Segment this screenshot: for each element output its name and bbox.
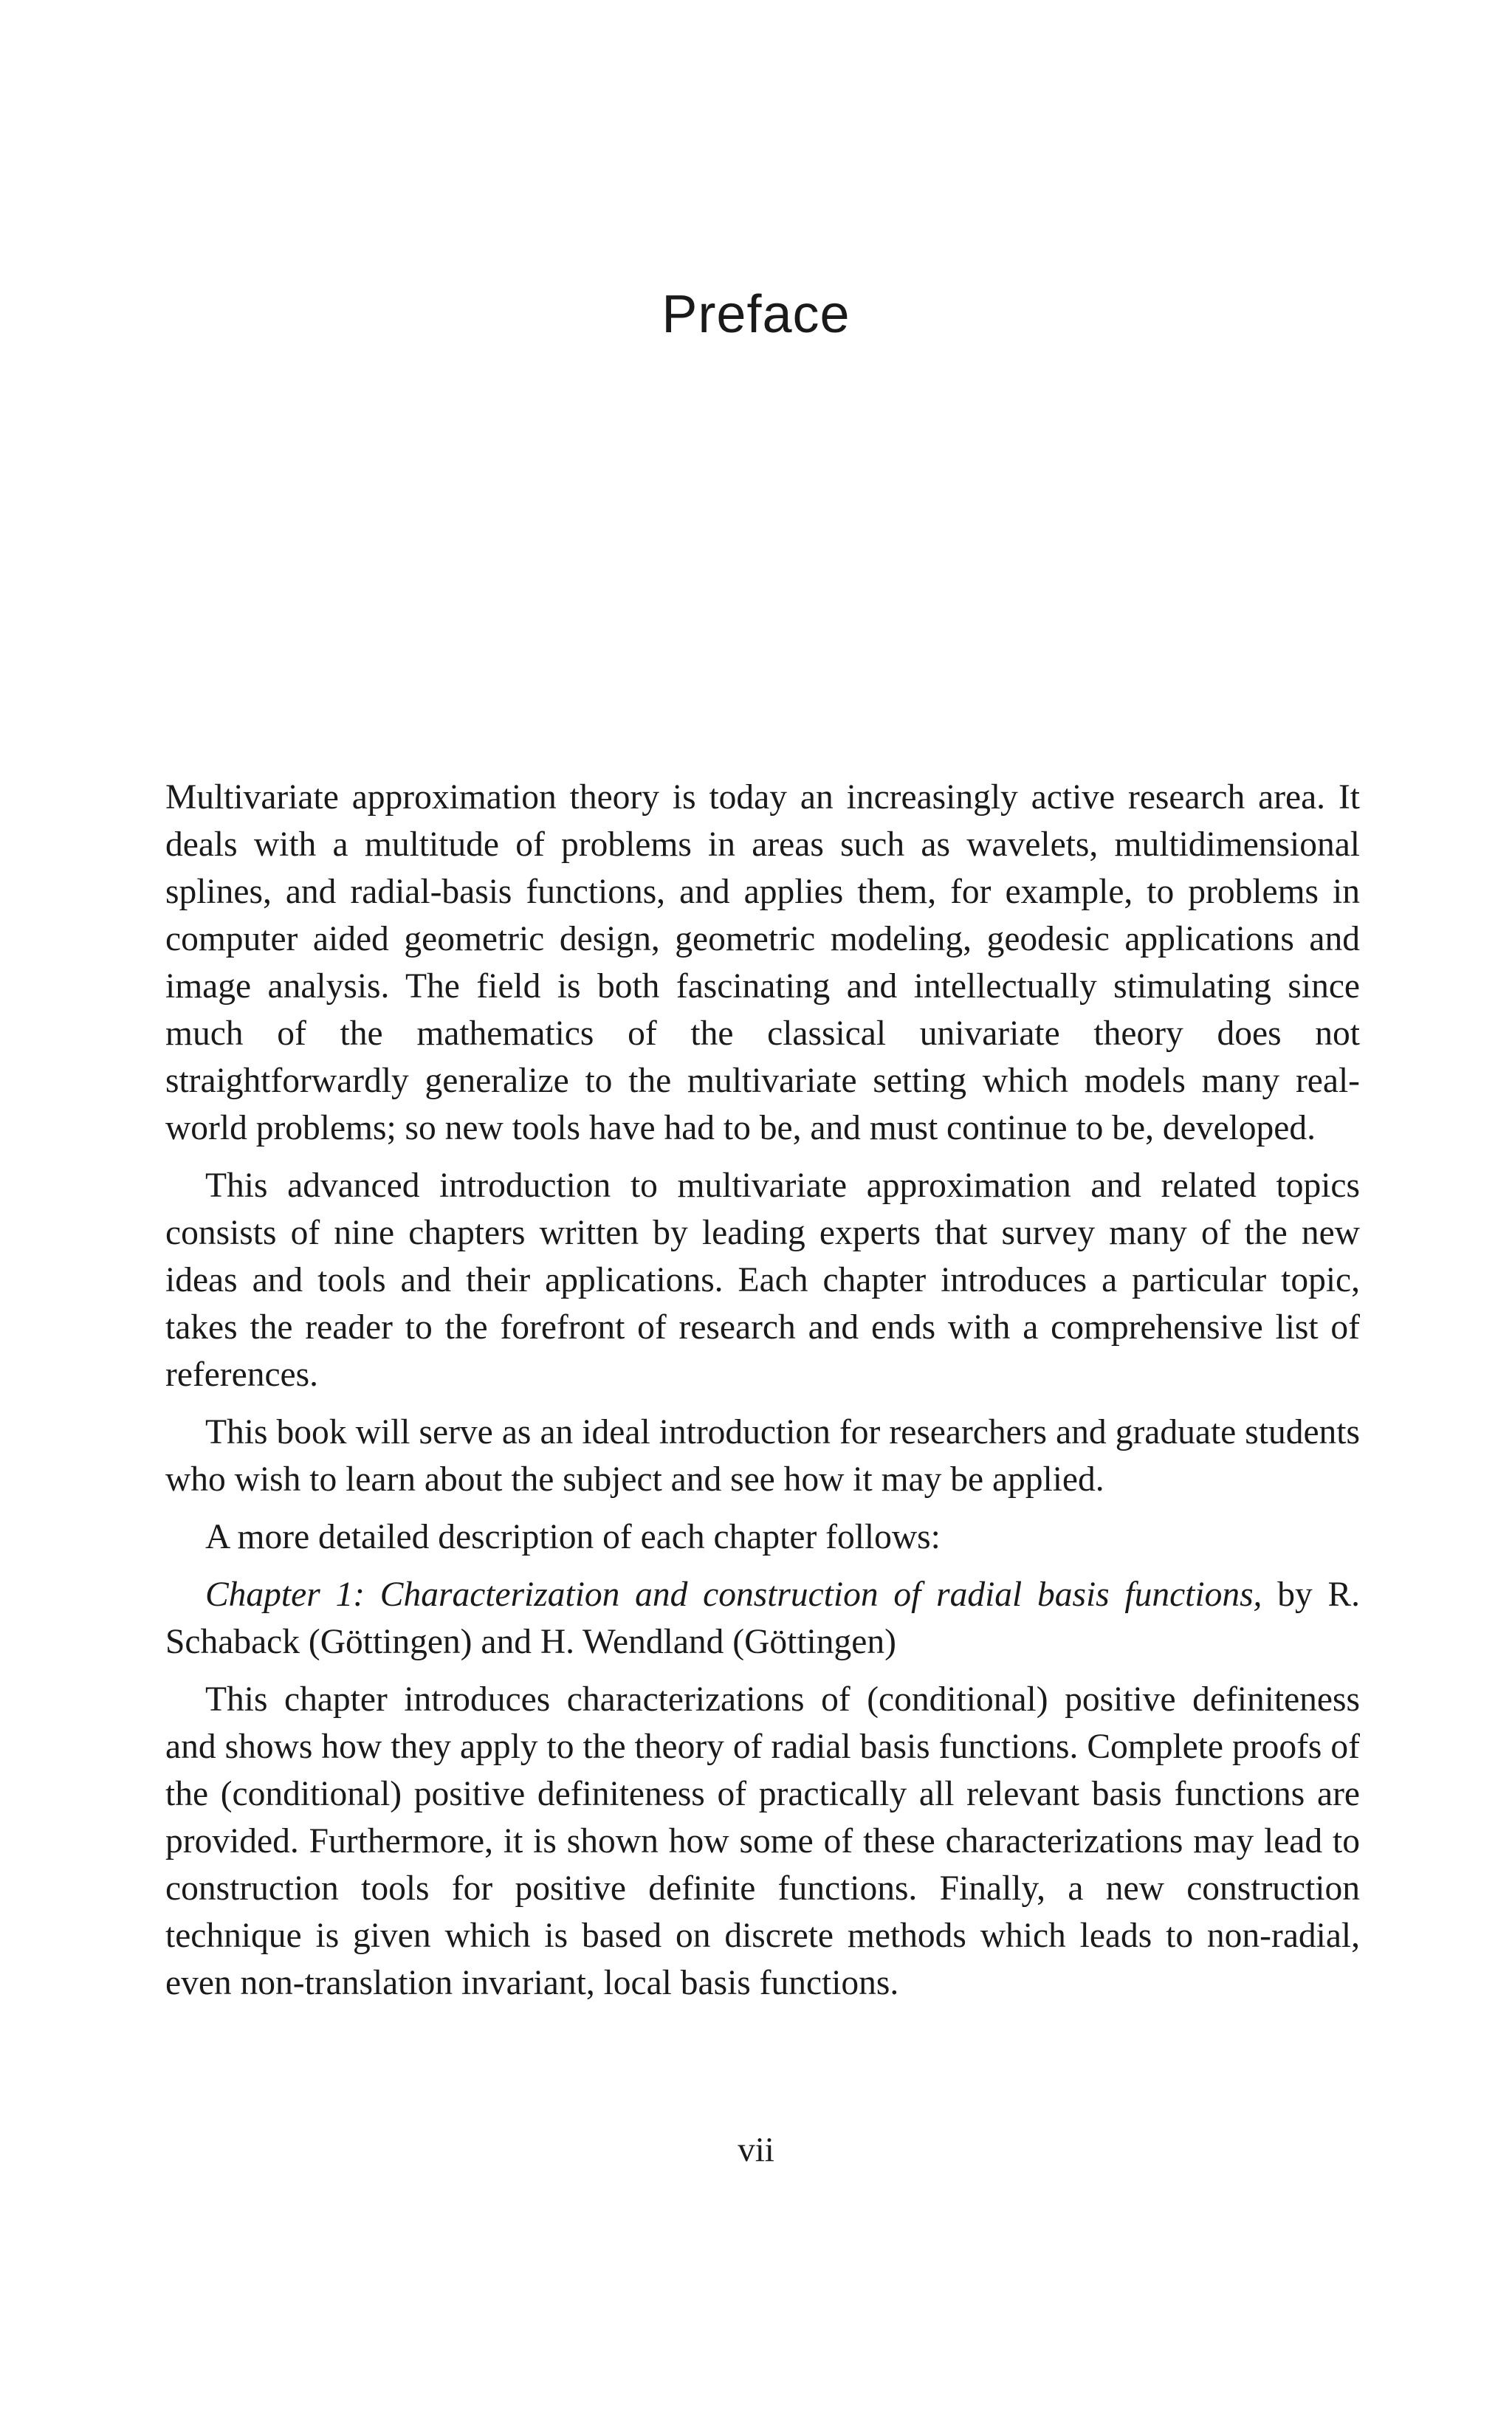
- paragraph-overview: This advanced introduction to multivariate approximation and related topics consists of nine chapters written by leading experts that survey many of the new ideas and tools and their applications. Each chapter introduces a particular topic, takes the reader to the forefront of research and ends with a comprehensive list of references.: [165, 1166, 1360, 1394]
- page-title: Preface: [662, 285, 850, 344]
- chapter-1-title: Characterization and construction of radial basis functions,: [379, 1575, 1262, 1614]
- paragraph-audience: This book will serve as an ideal introduction for researchers and graduate students who wish to learn about the subject and see how it may be applied.: [165, 1413, 1360, 1499]
- paragraph-chapter-1-description: This chapter introduces characterizations of (conditional) positive definiteness and shows how they apply to the theory of radial basis functions. Complete proofs of the (conditional) positive definiteness of practically all relevant basis functions are provided. Furthermore, it is shown how some of these characterizations may lead to construction tools for positive definite functions. Finally, a new construction technique is given which is based on discrete methods which leads to non-radial, even non-translation invariant, local basis functions.: [165, 1680, 1360, 2002]
- preface-body: [165, 774, 1360, 2017]
- chapter-1-label: Chapter 1:: [205, 1575, 365, 1614]
- chapter-1-heading: [165, 1571, 1360, 1666]
- paragraph-chapter-list-intro: A more detailed description of each chapter follows:: [205, 1518, 941, 1556]
- paragraph-intro: Multivariate approximation theory is today an increasingly active research area. It deals with a multitude of problems in areas such as wavelets, multidimensional splines, and radial-basis functions, and applies them, for example, to problems in computer aided geometric design, geometric modeling, geodesic applications and image analysis. The field is both fascinating and intellectually stimulating since much of the mathematics of the classical univariate theory does not straightforwardly generalize to the multivariate setting which models many real-world problems; so new tools have had to be, and must continue to be, developed.: [165, 778, 1360, 1147]
- page-number: vii: [738, 2131, 774, 2169]
- chapter-1-authors: by R. Schaback (Göttingen) and H. Wendland (Göttingen): [165, 1575, 1361, 1661]
